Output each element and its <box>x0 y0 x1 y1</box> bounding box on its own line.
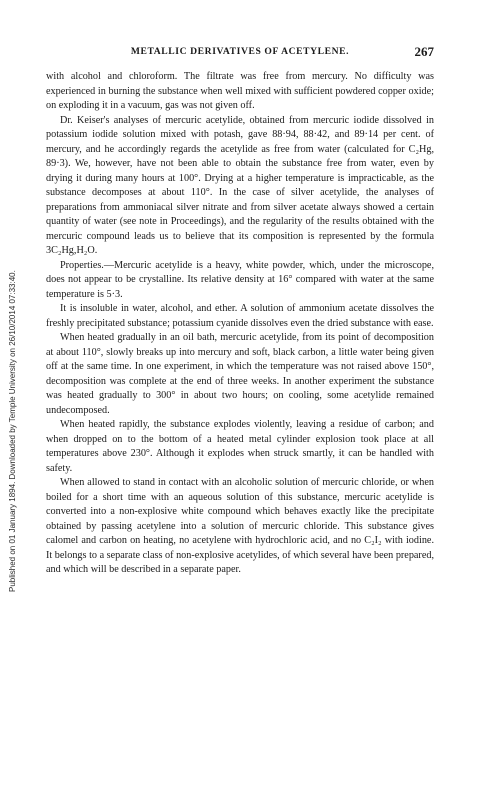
paragraph-gradual-heating: When heated gradually in an oil bath, mercuric acetylide, from its point of decomposition at about 110°, slowly breaks up into mercury and soft, black carbon, a little water being given off at the same time. In one experiment, in which the temperature was not raised above 150°, decomposition was complete at the end of three weeks. In another experiment the substance was heated gradually to 300° in about two hours; on cooling, some acetylide remained undecomposed. <box>46 332 434 416</box>
paragraph-continued: with alcohol and chloroform. The filtrate was free from mercury. No difficulty was experienced in burning the substance when well mixed with sufficient powdered copper oxide; on exploding it in a vacuum, gas was not given off. <box>46 71 434 111</box>
paragraph-rapid-heating: When heated rapidly, the substance explodes violently, leaving a residue of carbon; and when dropped on to the bottom of a heated metal cylinder explosion took place at all temperatures above 230°. Although it explodes when struck smartly, it can be handled with safety. <box>46 419 434 474</box>
page-number: 267 <box>414 44 434 59</box>
download-notice: Published on 01 January 1894. Downloaded by Temple University on 26/10/2014 07:33:40. <box>8 270 17 592</box>
paragraph-solubility: It is insoluble in water, alcohol, and ether. A solution of ammonium acetate dissolves the freshly precipitated substance; potassium cyanide dissolves even the dried substance with ease. <box>46 303 434 329</box>
paragraph-keiser-analyses: Dr. Keiser's analyses of mercuric acetylide, obtained from mercuric iodide dissolved in potassium iodide solution mixed with potash, gave 88·94, 88·42, and 89·14 per cent. of mercury, and he accordingly regards the acetylide as free from water (calculated for C₂Hg, 89·3). We, however, have not been able to obtain the substance free from water, even by drying it during many hours at 100°. Drying at a higher temperature is impracticable, as the substance decomposes at about 110°. In the case of silver acetylide, the analyses of preparations from ammoniacal silver nitrate and from silver acetate always showed a certain quantity of water (see note in Proceedings), and the regularity of the results obtained with the mercuric compound leads us to believe that its composition is represented by the formula 3C₂Hg,H₂O. <box>46 114 434 256</box>
paragraph-properties: Properties.—Mercuric acetylide is a heavy, white powder, which, under the microscope, does not appear to be crystalline. Its relative density at 16° compared with water at the same temperature is 5·3. <box>46 259 434 300</box>
article-body <box>46 70 434 578</box>
paragraph-mercuric-chloride: When allowed to stand in contact with an alcoholic solution of mercuric chloride, or when boiled for a short time with an aqueous solution of this substance, mercuric acetylide is converted into a non-explosive white compound which behaves exactly like the precipitate obtained by passing acetylene into a solution of mercuric chloride. This substance gives calomel and carbon on heating, no acetylene with hydrochloric acid, and no C₂I₂ with iodine. It belongs to a separate class of non-explosive acetylides, of which several have been prepared, and which will be described in a separate paper. <box>46 477 434 575</box>
running-title: METALLIC DERIVATIVES OF ACETYLENE. <box>130 46 350 57</box>
running-head <box>46 46 434 62</box>
